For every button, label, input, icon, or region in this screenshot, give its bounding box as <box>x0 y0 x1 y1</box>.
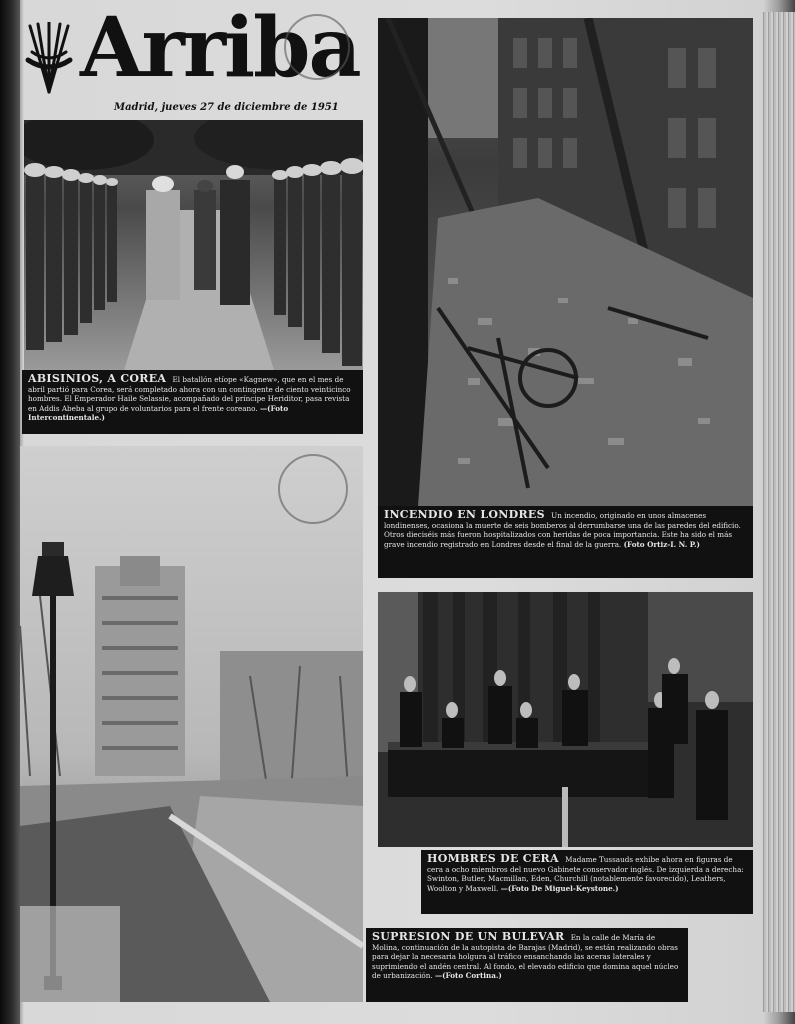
body-bulevar: En la calle de María de Molina, continuación de la autopista de Barajas (Madrid), se están realizando obras para dejar la necesaria holgura al tráfico ensanchando las aceras laterales y suprimiendo el andén central. Al fondo, el elevado edificio que domina aquel núcleo de urbanización. <box>372 933 679 981</box>
headline-incendio: INCENDIO EN LONDRES <box>384 508 545 521</box>
photo-ethiopian-troops <box>24 120 363 370</box>
dateline: Madrid, jueves 27 de diciembre de 1951 <box>114 102 339 113</box>
body-abisinios: El batallón etíope «Kagnew», que en el mes de abril partió para Corea, será completado ahora con un contingente de ciento veinticinco hombres. El Emperador Haile Selassie, acompañado del príncipe Heriditor, pasa revista en Addis Abeba al grupo de voluntarios para el frente coreano. <box>28 375 351 413</box>
yoke-and-arrows-emblem <box>24 22 74 94</box>
newspaper-title: Arriba <box>80 0 360 96</box>
library-stamp <box>284 14 350 80</box>
credit-incendio: (Foto Ortiz-I. N. P.) <box>623 539 700 549</box>
body-cera: Madame Tussauds exhibe ahora en figuras de cera a ocho miembros del nuevo Gabinete conservador inglés. De izquierda a derecha: Swinton, Butler, Macmillan, Eden, Churchill (notablemente favorecido), Leathers, Woolton y Maxwell. <box>427 855 744 893</box>
book-spine <box>0 0 20 1024</box>
page-edges <box>761 12 795 1012</box>
caption-incendio <box>378 506 753 578</box>
caption-abisinios <box>22 370 363 434</box>
headline-abisinios: ABISINIOS, A COREA <box>28 372 167 385</box>
headline-cera: HOMBRES DE CERA <box>427 852 559 865</box>
photo-madrid-boulevard <box>20 446 363 1002</box>
masthead <box>22 0 372 120</box>
caption-bulevar <box>366 928 688 1002</box>
headline-bulevar: SUPRESION DE UN BULEVAR <box>372 930 565 943</box>
photo-wax-figures <box>378 592 753 847</box>
credit-abisinios: —(Foto Intercontinentale.) <box>28 403 289 423</box>
credit-bulevar: —(Foto Cortina.) <box>434 971 502 981</box>
archive-stamp <box>278 454 348 524</box>
body-incendio: Un incendio, originado en unos almacenes londinenses, ocasiona la muerte de seis bomberos al derrumbarse una de las paredes del edificio. Otros dieciséis más fueron hospitalizados con heridas de poca importancia. Este ha sido el más grave incendio registrado en Londres desde el final de la guerra. <box>384 511 741 549</box>
photo-london-fire <box>378 18 753 506</box>
credit-cera: —(Foto De Miguel-Keystone.) <box>500 883 619 893</box>
caption-cera <box>421 850 753 914</box>
